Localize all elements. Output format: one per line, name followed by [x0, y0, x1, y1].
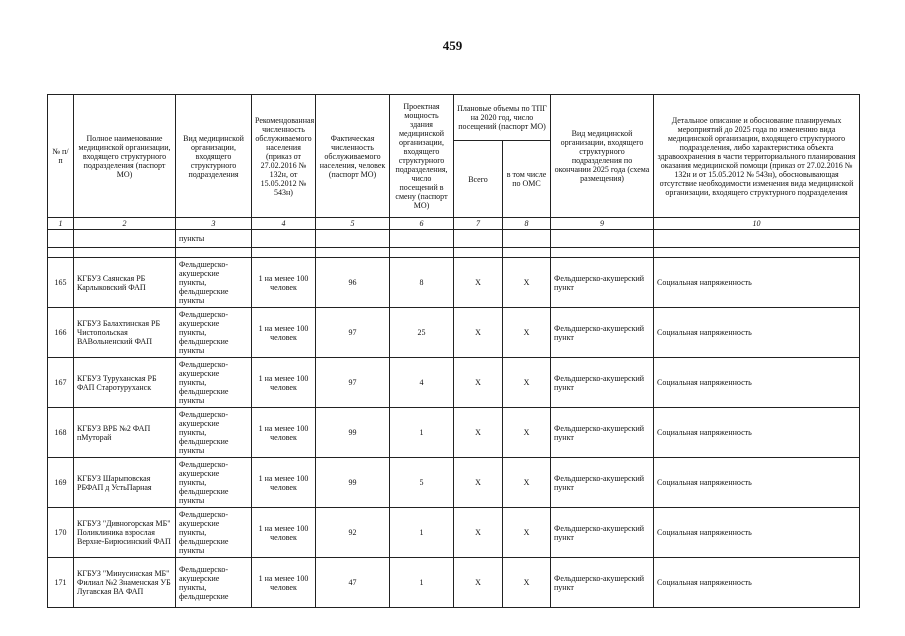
- facilities-table: [47, 94, 860, 608]
- org-type: Фельдшерско-акушерские пункты, фельдшерские пункты: [176, 258, 252, 308]
- type-2025: Фельдшерско-акушерский пункт: [551, 508, 654, 558]
- planned-oms: Х: [503, 258, 551, 308]
- type-2025: Фельдшерско-акушерский пункт: [551, 458, 654, 508]
- table-row: [48, 458, 860, 508]
- design-capacity: 8: [390, 258, 454, 308]
- org-type: Фельдшерско-акушерские пункты, фельдшерские пункты: [176, 458, 252, 508]
- planned-total: Х: [454, 258, 503, 308]
- type-2025: Фельдшерско-акушерский пункт: [551, 408, 654, 458]
- header-design-capacity: Проектная мощность здания медицинской организации, входящего структурного подразделения, число посещений в смену (паспорт МО): [390, 95, 454, 218]
- org-name: КГБУЗ "Минусинская МБ" Филиал №2 Знаменская УБ Лугавская ВА ФАП: [74, 558, 176, 608]
- col-num: 1: [48, 218, 74, 230]
- planned-total: Х: [454, 408, 503, 458]
- recommended-population: 1 на менее 100 человек: [252, 508, 316, 558]
- recommended-population: 1 на менее 100 человек: [252, 458, 316, 508]
- design-capacity: 1: [390, 558, 454, 608]
- row-number: 169: [48, 458, 74, 508]
- design-capacity: 1: [390, 508, 454, 558]
- planned-oms: Х: [503, 558, 551, 608]
- description: Социальная напряженность: [654, 308, 860, 358]
- actual-population: 92: [316, 508, 390, 558]
- header-description: Детальное описание и обоснование планируемых мероприятий до 2025 года по изменению вида медицинской организации, входящего структурного подразделения, либо характеристика объекта здравоохранения в части территориального планирования оказания медицинской помощи (приказ от 27.02.2016 № 132н и от 15.05.2012 № 543н), обосновывающая отсутствие необходимости изменения вида медицинской организации, входящего структурного подразделения: [654, 95, 860, 218]
- org-type: Фельдшерско-акушерские пункты, фельдшерские пункты: [176, 408, 252, 458]
- design-capacity: 1: [390, 408, 454, 458]
- actual-population: 97: [316, 358, 390, 408]
- header-oms: в том числе по ОМС: [503, 141, 551, 218]
- page-number: 459: [442, 38, 463, 53]
- type-2025: Фельдшерско-акушерский пункт: [551, 558, 654, 608]
- col-num: 2: [74, 218, 176, 230]
- actual-population: 99: [316, 458, 390, 508]
- planned-total: Х: [454, 358, 503, 408]
- col-num: 8: [503, 218, 551, 230]
- header-actual-population: Фактическая численность обслуживаемого населения, человек (паспорт МО): [316, 95, 390, 218]
- design-capacity: 5: [390, 458, 454, 508]
- planned-total: Х: [454, 458, 503, 508]
- design-capacity: 25: [390, 308, 454, 358]
- org-name: КГБУЗ Саянская РБ Карлыковский ФАП: [74, 258, 176, 308]
- row-number: 167: [48, 358, 74, 408]
- planned-total: Х: [454, 508, 503, 558]
- col-num: 9: [551, 218, 654, 230]
- row-number: 166: [48, 308, 74, 358]
- col-num: 4: [252, 218, 316, 230]
- type-2025: Фельдшерско-акушерский пункт: [551, 258, 654, 308]
- actual-population: 47: [316, 558, 390, 608]
- column-number-row: [48, 218, 860, 230]
- org-type: Фельдшерско-акушерские пункты, фельдшерские пункты: [176, 508, 252, 558]
- org-type: Фельдшерско-акушерские пункты, фельдшерские пункты: [176, 308, 252, 358]
- header-org-type: Вид медицинской организации, входящего структурного подразделения: [176, 95, 252, 218]
- org-type: Фельдшерско-акушерские пункты, фельдшерские: [176, 558, 252, 608]
- planned-oms: Х: [503, 308, 551, 358]
- design-capacity: 4: [390, 358, 454, 408]
- table-row: [48, 558, 860, 608]
- actual-population: 99: [316, 408, 390, 458]
- header-total: Всего: [454, 141, 503, 218]
- continuation-text: пункты: [176, 230, 252, 248]
- description: Социальная напряженность: [654, 258, 860, 308]
- col-num: 10: [654, 218, 860, 230]
- planned-oms: Х: [503, 458, 551, 508]
- header-number: № п/п: [48, 95, 74, 218]
- recommended-population: 1 на менее 100 человек: [252, 308, 316, 358]
- header-org-name: Полное наименование медицинской организации, входящего структурного подразделения (паспорт МО): [74, 95, 176, 218]
- recommended-population: 1 на менее 100 человек: [252, 358, 316, 408]
- table-row: [48, 358, 860, 408]
- description: Социальная напряженность: [654, 458, 860, 508]
- planned-oms: Х: [503, 508, 551, 558]
- col-num: 6: [390, 218, 454, 230]
- org-type: Фельдшерско-акушерские пункты, фельдшерские пункты: [176, 358, 252, 408]
- table-row: [48, 308, 860, 358]
- description: Социальная напряженность: [654, 358, 860, 408]
- row-number: 168: [48, 408, 74, 458]
- recommended-population: 1 на менее 100 человек: [252, 408, 316, 458]
- planned-oms: Х: [503, 358, 551, 408]
- recommended-population: 1 на менее 100 человек: [252, 258, 316, 308]
- org-name: КГБУЗ Шарыповская РБФАП д УстьПарная: [74, 458, 176, 508]
- actual-population: 97: [316, 308, 390, 358]
- actual-population: 96: [316, 258, 390, 308]
- col-num: 3: [176, 218, 252, 230]
- org-name: КГБУЗ ВРБ №2 ФАП пМуторай: [74, 408, 176, 458]
- description: Социальная напряженность: [654, 558, 860, 608]
- table-row: [48, 408, 860, 458]
- org-name: КГБУЗ Балахтинская РБ Чистопольская ВАВольненский ФАП: [74, 308, 176, 358]
- recommended-population: 1 на менее 100 человек: [252, 558, 316, 608]
- row-number: 170: [48, 508, 74, 558]
- org-name: КГБУЗ "Дивногорская МБ" Поликлиника взрослая Верхне-Бирюсинский ФАП: [74, 508, 176, 558]
- continuation-row: [48, 230, 860, 248]
- row-number: 171: [48, 558, 74, 608]
- header-type-2025: Вид медицинской организации, входящего структурного подразделения по окончании 2025 года (схема размещения): [551, 95, 654, 218]
- table-row: [48, 508, 860, 558]
- type-2025: Фельдшерско-акушерский пункт: [551, 358, 654, 408]
- col-num: 5: [316, 218, 390, 230]
- header-recommended-population: Рекомендованная численность обслуживаемого населения (приказ от 27.02.2016 № 132н, от 15.05.2012 № 543н): [252, 95, 316, 218]
- description: Социальная напряженность: [654, 508, 860, 558]
- org-name: КГБУЗ Туруханская РБ ФАП Старотуруханск: [74, 358, 176, 408]
- planned-oms: Х: [503, 408, 551, 458]
- header-planned-volumes: Плановые объемы по ТПГ на 2020 год, число посещений (паспорт МО): [454, 95, 551, 141]
- type-2025: Фельдшерско-акушерский пункт: [551, 308, 654, 358]
- planned-total: Х: [454, 308, 503, 358]
- col-num: 7: [454, 218, 503, 230]
- description: Социальная напряженность: [654, 408, 860, 458]
- planned-total: Х: [454, 558, 503, 608]
- table-row: [48, 258, 860, 308]
- row-number: 165: [48, 258, 74, 308]
